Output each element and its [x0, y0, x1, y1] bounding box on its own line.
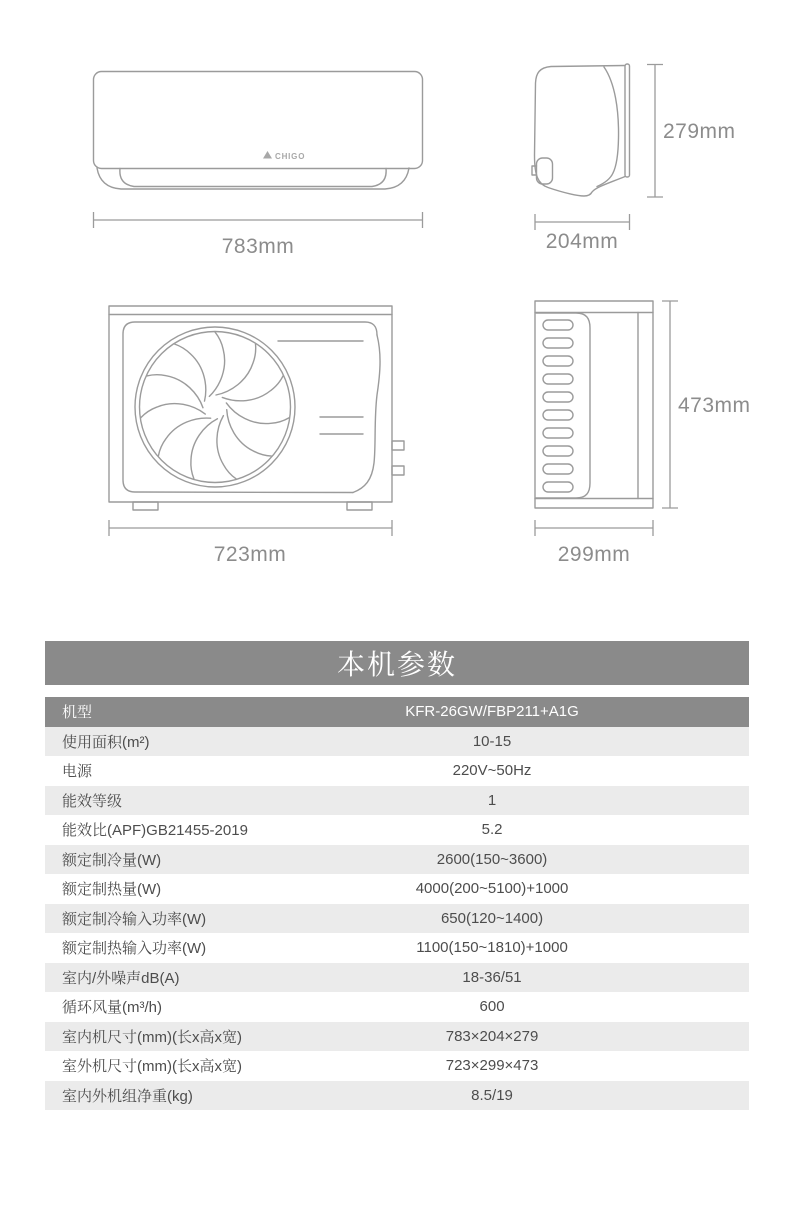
param-label: 室内/外噪声dB(A) — [62, 969, 180, 987]
table-row — [45, 933, 749, 963]
param-label: 机型 — [62, 704, 93, 722]
indoor-unit-side-line-art — [525, 50, 765, 265]
param-value: 650(120~1400) — [440, 909, 544, 927]
table-row — [45, 815, 749, 845]
param-label: 室外机尺寸(mm)(长x高x宽) — [62, 1058, 242, 1076]
parameters-table — [45, 697, 749, 1110]
table-row — [45, 786, 749, 816]
table-row — [45, 727, 749, 757]
param-label: 室内外机组净重(kg) — [62, 1087, 193, 1105]
param-value: 1 — [487, 791, 497, 809]
param-label: 额定制热量(W) — [62, 881, 162, 899]
outdoor-unit-front-drawing — [85, 295, 415, 570]
depth-dimension-line — [535, 520, 653, 536]
param-value: 220V~50Hz — [452, 762, 532, 780]
outdoor-unit-side-drawing — [520, 295, 755, 570]
param-value: 600 — [479, 998, 505, 1016]
param-value: 10-15 — [472, 732, 512, 750]
param-value: 783×204×279 — [445, 1027, 539, 1045]
param-value: 2600(150~3600) — [436, 850, 548, 868]
param-label: 能效比(APF)GB21455-2019 — [62, 822, 248, 840]
outdoor-unit-front-line-art — [85, 295, 415, 570]
table-row — [45, 1081, 749, 1111]
width-dimension-line — [94, 212, 423, 228]
param-label: 能效等级 — [62, 792, 123, 810]
table-row — [45, 756, 749, 786]
indoor-height-dimension-label: 279mm — [663, 120, 736, 143]
outdoor-width-dimension-label: 723mm — [213, 543, 287, 566]
param-label: 额定制热输入功率(W) — [62, 940, 207, 958]
table-row — [45, 874, 749, 904]
param-value: 8.5/19 — [471, 1086, 513, 1104]
table-row — [45, 992, 749, 1022]
param-value: KFR-26GW/FBP211+A1G — [405, 703, 579, 721]
param-value: 723×299×473 — [445, 1057, 539, 1075]
table-row — [45, 904, 749, 934]
height-dimension-line — [647, 65, 663, 198]
param-label: 室内机尺寸(mm)(长x高x宽) — [62, 1028, 242, 1046]
outdoor-unit-side-line-art — [520, 295, 755, 570]
indoor-unit-front-drawing — [68, 52, 438, 262]
param-label: 使用面积(m²) — [62, 733, 150, 751]
indoor-width-dimension-label: 783mm — [221, 235, 295, 258]
depth-dimension-line — [535, 214, 630, 230]
indoor-unit-front-line-art — [68, 52, 438, 262]
param-value: 4000(200~5100)+1000 — [415, 880, 569, 898]
param-label: 额定制冷输入功率(W) — [62, 910, 207, 928]
param-label: 额定制冷量(W) — [62, 851, 162, 869]
vent-slots — [543, 320, 573, 492]
indoor-unit-side-drawing — [525, 50, 765, 265]
chigo-logo — [263, 151, 305, 161]
param-label: 电源 — [62, 763, 93, 781]
table-row — [45, 845, 749, 875]
brand-logo-text: CHIGO — [275, 152, 306, 161]
fan-blades — [141, 332, 290, 479]
table-row — [45, 963, 749, 993]
height-dimension-line — [662, 301, 678, 508]
width-dimension-line — [109, 520, 392, 536]
outdoor-depth-dimension-label: 299mm — [557, 543, 631, 566]
table-row — [45, 697, 749, 727]
table-row — [45, 1051, 749, 1081]
param-value: 1100(150~1810)+1000 — [416, 939, 568, 957]
section-title: 本机参数 — [45, 641, 749, 685]
indoor-depth-dimension-label: 204mm — [545, 230, 619, 253]
table-row — [45, 1022, 749, 1052]
param-value: 18-36/51 — [462, 968, 522, 986]
param-value: 5.2 — [481, 821, 503, 839]
param-label: 循环风量(m³/h) — [62, 999, 162, 1017]
outdoor-height-dimension-label: 473mm — [678, 394, 751, 417]
